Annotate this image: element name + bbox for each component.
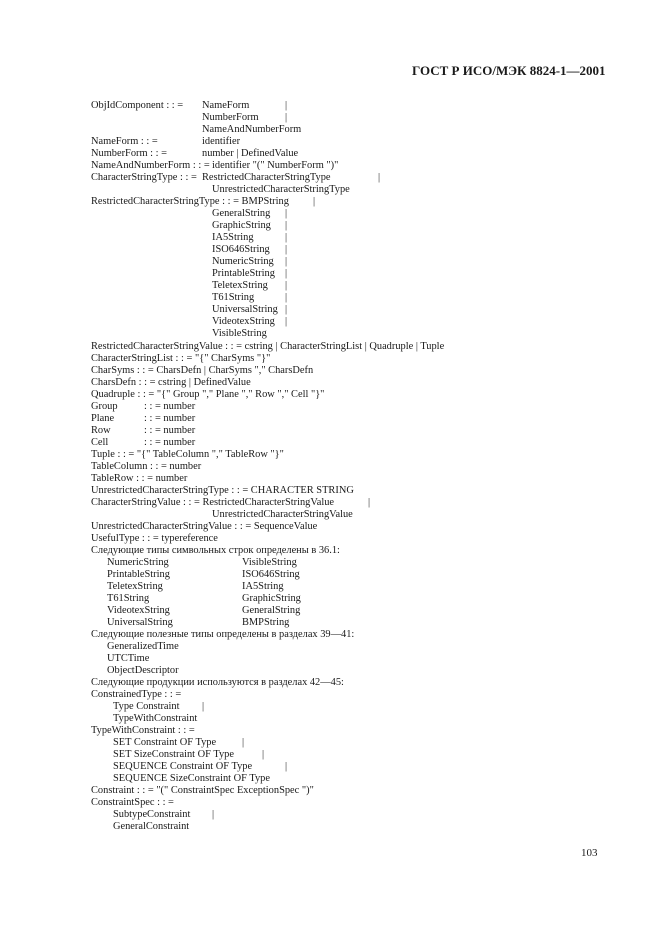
text-line: RestrictedCharacterStringType : : = BMPString — [91, 196, 289, 207]
text-line: NumericString — [212, 256, 274, 267]
text-line: SET SizeConstraint OF Type — [113, 749, 234, 760]
text-line: : : = number — [144, 401, 196, 412]
alternative-separator: | — [285, 100, 288, 111]
text-line: GraphicString — [212, 220, 271, 231]
text-line: CharacterStringType : : = — [91, 172, 197, 183]
text-line: BMPString — [242, 617, 290, 628]
text-line: Следующие типы символьных строк определены в 36.1: — [91, 545, 340, 556]
text-line: TableRow : : = number — [91, 473, 188, 484]
alternative-separator: | — [378, 172, 381, 183]
text-line: Group — [91, 401, 118, 412]
text-line: CharsDefn : : = cstring | DefinedValue — [91, 377, 251, 388]
alternative-separator: | — [285, 244, 288, 255]
text-line: PrintableString — [107, 569, 170, 580]
text-line: CharacterStringValue : : = RestrictedCharacterStringValue — [91, 497, 335, 508]
text-line: Row — [91, 425, 111, 436]
text-line: NumberForm : : = — [91, 148, 167, 159]
text-line: UniversalString — [212, 304, 278, 315]
text-line: Quadruple : : = "{" Group "," Plane "," Row "," Cell "}" — [91, 389, 325, 400]
text-line: UniversalString — [107, 617, 173, 628]
text-line: Tuple : : = "{" TableColumn "," TableRow "}" — [91, 449, 284, 460]
text-line: NumberForm — [202, 112, 259, 123]
text-line: Constraint : : = "(" ConstraintSpec ExceptionSpec ")" — [91, 785, 314, 796]
alternative-separator: | — [285, 761, 288, 772]
text-line: RestrictedCharacterStringValue : : = cstring | CharacterStringList | Quadruple | Tuple — [91, 341, 445, 352]
text-line: GeneralConstraint — [113, 821, 190, 832]
alternative-separator: | — [285, 208, 288, 219]
text-line: NameAndNumberForm : : = — [91, 160, 210, 171]
text-line: Следующие полезные типы определены в разделах 39—41: — [91, 629, 355, 640]
alternative-separator: | — [368, 497, 371, 508]
text-line: NameForm : : = — [91, 136, 158, 147]
text-line: number | DefinedValue — [202, 148, 299, 159]
document-header: ГОСТ Р ИСО/МЭК 8824-1—2001 — [412, 63, 606, 78]
text-line: UnrestrictedCharacterStringType — [212, 184, 350, 195]
page-number: 103 — [581, 847, 598, 859]
text-line: TeletexString — [212, 280, 268, 291]
alternative-separator: | — [202, 701, 205, 712]
text-line: CharSyms : : = CharsDefn | CharSyms "," CharsDefn — [91, 365, 314, 376]
text-line: Type Constraint — [113, 701, 180, 712]
text-line: identifier — [202, 136, 241, 147]
alternative-separator: | — [285, 316, 288, 327]
alternative-separator: | — [313, 196, 316, 207]
text-line: : : = number — [144, 413, 196, 424]
text-line: GraphicString — [242, 593, 301, 604]
text-line: VisibleString — [242, 557, 297, 568]
text-line: NumericString — [107, 557, 169, 568]
text-line: : : = number — [144, 437, 196, 448]
text-line: SET Constraint OF Type — [113, 737, 217, 748]
text-line: ConstraintSpec : : = — [91, 797, 174, 808]
text-line: Следующие продукции используются в разделах 42—45: — [91, 677, 344, 688]
alternative-separator: | — [285, 112, 288, 123]
alternative-separator: | — [212, 809, 215, 820]
text-line: TableColumn : : = number — [91, 461, 202, 472]
text-line: VisibleString — [212, 328, 267, 339]
text-line: NameForm — [202, 100, 250, 111]
text-line: IA5String — [212, 232, 254, 243]
text-line: GeneralString — [212, 208, 271, 219]
text-line: T61String — [212, 292, 255, 303]
text-line: ISO646String — [242, 569, 300, 580]
text-line: ObjectDescriptor — [107, 665, 179, 676]
alternative-separator: | — [285, 280, 288, 291]
alternative-separator: | — [262, 749, 265, 760]
text-line: NameAndNumberForm — [202, 124, 302, 135]
text-line: identifier "(" NumberForm ")" — [212, 160, 339, 171]
alternative-separator: | — [285, 268, 288, 279]
text-line: : : = number — [144, 425, 196, 436]
alternative-separator: | — [285, 232, 288, 243]
text-line: VideotexString — [212, 316, 275, 327]
text-line: ISO646String — [212, 244, 270, 255]
alternative-separator: | — [285, 304, 288, 315]
text-line: UnrestrictedCharacterStringValue — [212, 509, 353, 520]
text-line: RestrictedCharacterStringType — [202, 172, 331, 183]
text-line: SEQUENCE Constraint OF Type — [113, 761, 253, 772]
text-line: T61String — [107, 593, 150, 604]
text-line: CharacterStringList : : = "{" CharSyms "}" — [91, 353, 271, 364]
text-line: UTCTime — [107, 653, 150, 664]
alternative-separator: | — [242, 737, 245, 748]
text-line: GeneralizedTime — [107, 641, 179, 652]
text-line: GeneralString — [242, 605, 301, 616]
text-line: IA5String — [242, 581, 284, 592]
text-line: UsefulType : : = typereference — [91, 533, 218, 544]
text-line: SEQUENCE SizeConstraint OF Type — [113, 773, 270, 784]
text-line: Plane — [91, 413, 115, 424]
text-line: ConstrainedType : : = — [91, 689, 182, 700]
alternative-separator: | — [285, 220, 288, 231]
text-line: VideotexString — [107, 605, 170, 616]
text-line: TypeWithConstraint : : = — [91, 725, 195, 736]
alternative-separator: | — [285, 256, 288, 267]
text-line: TypeWithConstraint — [113, 713, 198, 724]
text-line: SubtypeConstraint — [113, 809, 191, 820]
alternative-separator: | — [285, 292, 288, 303]
text-line: TeletexString — [107, 581, 163, 592]
text-line: PrintableString — [212, 268, 275, 279]
text-line: UnrestrictedCharacterStringValue : : = SequenceValue — [91, 521, 318, 532]
text-line: UnrestrictedCharacterStringType : : = CHARACTER STRING — [91, 485, 354, 496]
text-line: ObjIdComponent : : = — [91, 100, 184, 111]
text-line: Cell — [91, 437, 109, 448]
